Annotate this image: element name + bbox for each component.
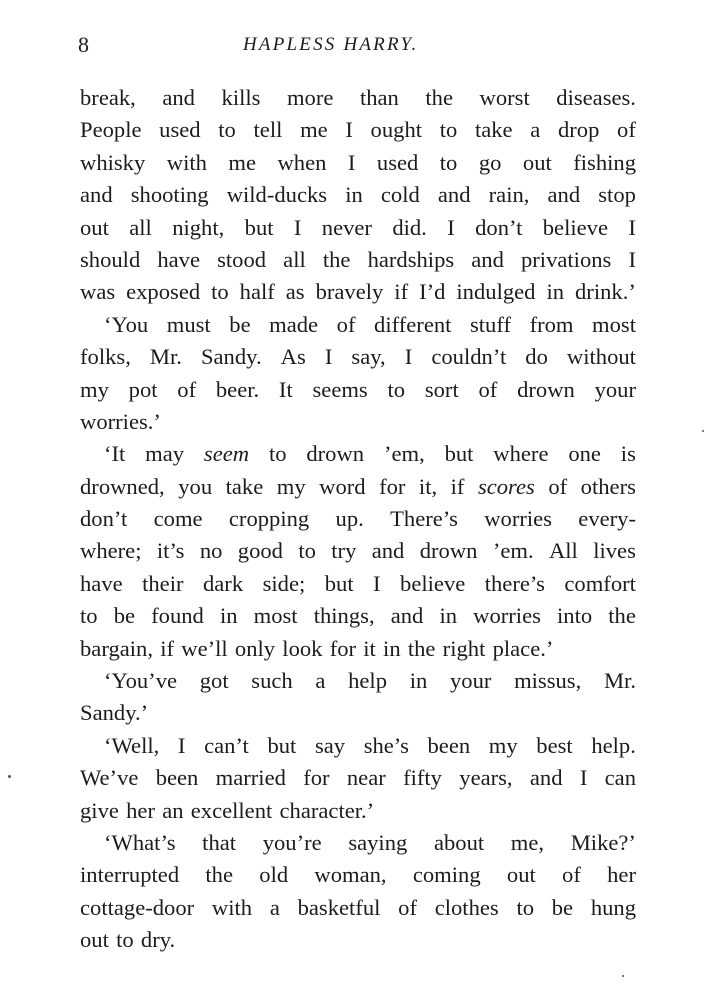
word: worries — [484, 506, 552, 532]
word: interrupted — [80, 862, 180, 888]
text-line — [80, 503, 636, 535]
text-line — [80, 730, 636, 762]
word: tell — [253, 117, 283, 143]
word: of — [617, 117, 636, 143]
word: drowned, — [80, 473, 165, 499]
word: in — [409, 668, 428, 694]
word: exposed — [126, 279, 201, 305]
word: Sandy.’ — [80, 700, 149, 726]
word: used — [376, 149, 419, 175]
word: to — [80, 603, 98, 629]
word: years, — [459, 765, 513, 791]
word: others — [580, 473, 636, 499]
word: been — [427, 732, 471, 758]
word: cropping — [228, 506, 310, 532]
word: and — [471, 246, 504, 272]
word: ‘Well, — [104, 732, 160, 758]
text-line — [80, 892, 636, 924]
word: I — [373, 570, 381, 596]
word: help — [348, 668, 388, 694]
print-speck — [702, 430, 704, 432]
word: come — [153, 506, 203, 532]
text-line — [80, 212, 636, 244]
word: to — [298, 538, 316, 564]
word: from — [529, 311, 574, 337]
text-line — [80, 633, 636, 665]
word: most — [592, 311, 636, 337]
word: I — [447, 214, 455, 240]
word: and — [437, 182, 471, 208]
word: it’s — [156, 538, 185, 564]
word: be — [113, 603, 136, 629]
word: sort — [424, 376, 459, 402]
word: privations — [520, 246, 612, 272]
word: to — [387, 376, 406, 402]
word: excellent — [190, 797, 273, 823]
word: one — [568, 441, 601, 467]
word: me, — [510, 829, 545, 855]
italic-word: scores — [477, 473, 535, 499]
word: lives — [593, 538, 636, 564]
word: did. — [392, 214, 427, 240]
word: I — [293, 214, 302, 240]
word: if — [160, 635, 175, 661]
word: drown — [306, 441, 365, 467]
word: up. — [335, 506, 364, 532]
page-number: 8 — [78, 32, 89, 57]
word: old — [259, 862, 289, 888]
word: right — [442, 635, 486, 661]
word: Mike?’ — [570, 829, 636, 855]
text-line — [80, 924, 636, 956]
word: fishing — [573, 149, 636, 175]
word: my — [80, 376, 109, 402]
word: can’t — [204, 732, 249, 758]
word: such — [251, 668, 293, 694]
word: ‘You — [104, 311, 149, 337]
word: near — [346, 765, 386, 791]
word: to — [268, 441, 287, 467]
word: and — [390, 603, 424, 629]
word: Mr. — [149, 344, 182, 370]
word: with — [166, 149, 207, 175]
word: in — [546, 279, 565, 305]
word: fifty — [403, 765, 442, 791]
word: We’ve — [80, 765, 139, 791]
word: All — [548, 538, 578, 564]
word: believe — [400, 570, 466, 596]
word: beer. — [215, 376, 260, 402]
word: in — [219, 603, 238, 629]
word: is — [620, 441, 636, 467]
word: I — [579, 765, 588, 791]
word: Sandy. — [200, 344, 262, 370]
word: help. — [591, 732, 636, 758]
word: married — [215, 765, 286, 791]
word: out — [80, 214, 109, 240]
word: believe — [542, 214, 608, 240]
word: all — [283, 246, 306, 272]
word: There’s — [390, 506, 458, 532]
word: used — [159, 117, 201, 143]
text-line — [80, 762, 636, 794]
word: only — [234, 635, 276, 661]
word: me — [300, 117, 328, 143]
word: for — [379, 473, 406, 499]
word: her — [126, 797, 155, 823]
word: I — [628, 246, 636, 272]
word: be — [229, 311, 251, 337]
word: should — [80, 246, 141, 272]
word: and — [80, 182, 113, 208]
word: and — [371, 538, 405, 564]
word: ’em, — [383, 441, 425, 467]
word: break, — [80, 85, 136, 110]
word: you — [178, 473, 213, 499]
word: my — [488, 732, 518, 758]
word: but — [267, 732, 297, 758]
word: your — [449, 668, 492, 694]
word: was — [80, 279, 116, 305]
word: have — [157, 246, 201, 272]
word: cottage-door — [80, 894, 195, 920]
word: of — [548, 473, 568, 499]
word: without — [566, 344, 636, 370]
print-speck — [8, 775, 11, 778]
text-line — [80, 309, 636, 341]
word: if — [450, 473, 465, 499]
word: in — [345, 182, 363, 208]
word: ‘It — [104, 441, 126, 467]
italic-word: seem — [203, 441, 250, 467]
word: we’ll — [181, 635, 228, 661]
word: stop — [598, 182, 636, 208]
word: drown — [517, 376, 575, 402]
word: woman, — [314, 862, 387, 888]
word: seems — [312, 376, 368, 402]
word: a — [530, 117, 541, 143]
word: must — [166, 311, 211, 337]
word: word — [319, 473, 366, 499]
word: worst — [479, 85, 530, 110]
word: an — [162, 797, 184, 823]
word: been — [155, 765, 199, 791]
word: drown — [419, 538, 478, 564]
word: kills — [221, 85, 261, 110]
word: take — [225, 473, 264, 499]
word: I — [628, 214, 636, 240]
text-line — [80, 438, 636, 470]
text-line — [80, 665, 636, 697]
word: your — [594, 376, 636, 402]
word: pot — [128, 376, 158, 402]
word: good — [237, 538, 283, 564]
word: whisky — [80, 149, 146, 175]
word: I — [345, 117, 353, 143]
word: but — [244, 214, 274, 240]
word: cold — [380, 182, 420, 208]
word: missus, — [514, 668, 582, 694]
word: hardships — [367, 246, 455, 272]
word: the — [205, 862, 233, 888]
word: ‘What’s — [104, 829, 176, 855]
word: I — [404, 344, 413, 370]
word: to — [116, 927, 134, 953]
word: to — [218, 117, 236, 143]
body-text — [80, 82, 636, 957]
word: got — [199, 668, 229, 694]
word: take — [474, 117, 513, 143]
word: it, — [418, 473, 438, 499]
word: where — [493, 441, 549, 467]
word: dark — [202, 570, 244, 596]
text-line — [80, 471, 636, 503]
word: look — [282, 635, 323, 661]
word: worries — [473, 603, 541, 629]
word: where; — [80, 538, 142, 564]
text-line — [80, 795, 636, 827]
word: saying — [348, 829, 408, 855]
word: but — [444, 441, 474, 467]
word: found — [151, 603, 204, 629]
text-line — [80, 244, 636, 276]
text-line — [80, 600, 636, 632]
word: there’s — [484, 570, 545, 596]
word: for — [303, 765, 330, 791]
text-line — [80, 276, 636, 308]
word: different — [374, 311, 452, 337]
word: It — [278, 376, 293, 402]
word: say, — [351, 344, 386, 370]
word: about — [433, 829, 485, 855]
word: hung — [590, 894, 636, 920]
word: folks, — [80, 344, 131, 370]
word: shooting — [130, 182, 209, 208]
word: can — [604, 765, 636, 791]
word: try — [331, 538, 357, 564]
word: I — [324, 344, 333, 370]
word: for — [329, 635, 357, 661]
word: no — [199, 538, 223, 564]
word: worries.’ — [80, 408, 161, 434]
word: in — [439, 603, 458, 629]
text-line — [80, 114, 636, 146]
word: never — [321, 214, 372, 240]
word: of — [177, 376, 197, 402]
word: and — [162, 85, 195, 110]
text-line — [80, 827, 636, 859]
word: be — [551, 894, 574, 920]
word: she’s — [363, 732, 409, 758]
word: to — [439, 149, 458, 175]
word: place.’ — [492, 635, 554, 661]
word: drop — [557, 117, 600, 143]
word: as — [285, 279, 305, 305]
word: out — [80, 927, 109, 953]
word: that — [202, 829, 237, 855]
word: but — [324, 570, 354, 596]
word: comfort — [564, 570, 636, 596]
text-line — [80, 341, 636, 373]
word: to — [439, 117, 458, 143]
word: a — [315, 668, 326, 694]
word: side; — [262, 570, 306, 596]
word: People — [80, 117, 142, 143]
word: couldn’t — [431, 344, 507, 370]
running-head: HAPLESS HARRY. — [243, 34, 419, 55]
word: bargain, — [80, 635, 153, 661]
page-header — [78, 32, 638, 72]
word: do — [525, 344, 548, 370]
word: stuff — [469, 311, 511, 337]
word: As — [280, 344, 306, 370]
word: coming — [412, 862, 481, 888]
word: out — [522, 149, 552, 175]
word: of — [478, 376, 498, 402]
word: character.’ — [279, 797, 375, 823]
word: say — [314, 732, 346, 758]
word: in — [383, 635, 401, 661]
word: half — [239, 279, 275, 305]
word: ought — [370, 117, 423, 143]
word: things, — [313, 603, 375, 629]
word: every- — [578, 506, 636, 532]
word: with — [211, 894, 253, 920]
word: of — [562, 862, 581, 888]
word: all — [129, 214, 152, 240]
word: more — [286, 85, 334, 110]
text-line — [80, 179, 636, 211]
word: dry. — [140, 927, 176, 953]
word: my — [276, 473, 306, 499]
text-line — [80, 859, 636, 891]
word: their — [142, 570, 184, 596]
word: a — [269, 894, 280, 920]
word: give — [80, 797, 119, 823]
word: into — [557, 603, 593, 629]
word: the — [425, 85, 453, 110]
print-speck — [622, 975, 624, 977]
text-line — [80, 82, 636, 114]
word: bravely — [315, 279, 384, 305]
word: to — [516, 894, 535, 920]
word: may — [145, 441, 185, 467]
word: Mr. — [603, 668, 636, 694]
word: most — [253, 603, 298, 629]
word: to — [211, 279, 229, 305]
word: the — [322, 246, 351, 272]
word: the — [608, 603, 636, 629]
word: of — [336, 311, 356, 337]
word: clothes — [434, 894, 499, 920]
word: you’re — [262, 829, 322, 855]
word: go — [478, 149, 502, 175]
text-line — [80, 568, 636, 600]
word: ‘You’ve — [104, 668, 178, 694]
word: made — [269, 311, 319, 337]
text-line — [80, 406, 636, 438]
word: diseases. — [556, 85, 636, 110]
word: indulged — [456, 279, 536, 305]
word: out — [506, 862, 536, 888]
word: it — [363, 635, 376, 661]
text-line — [80, 697, 636, 729]
word: night, — [172, 214, 225, 240]
word: when — [277, 149, 327, 175]
word: basketful — [297, 894, 381, 920]
word: drink.’ — [575, 279, 636, 305]
text-line — [80, 147, 636, 179]
word: I — [347, 149, 356, 175]
word: best — [536, 732, 573, 758]
word: me — [228, 149, 256, 175]
word: than — [359, 85, 399, 110]
word: don’t — [80, 506, 128, 532]
word: I — [177, 732, 186, 758]
text-line — [80, 535, 636, 567]
word: ’em. — [492, 538, 534, 564]
word: of — [398, 894, 417, 920]
word: her — [607, 862, 636, 888]
word: wild-ducks — [226, 182, 328, 208]
word: if — [394, 279, 409, 305]
word: and — [529, 765, 563, 791]
word: stood — [217, 246, 267, 272]
word: rain, — [488, 182, 530, 208]
word: the — [407, 635, 436, 661]
word: I’d — [419, 279, 446, 305]
text-line — [80, 374, 636, 406]
word: and — [547, 182, 581, 208]
word: have — [80, 570, 123, 596]
word: don’t — [475, 214, 523, 240]
